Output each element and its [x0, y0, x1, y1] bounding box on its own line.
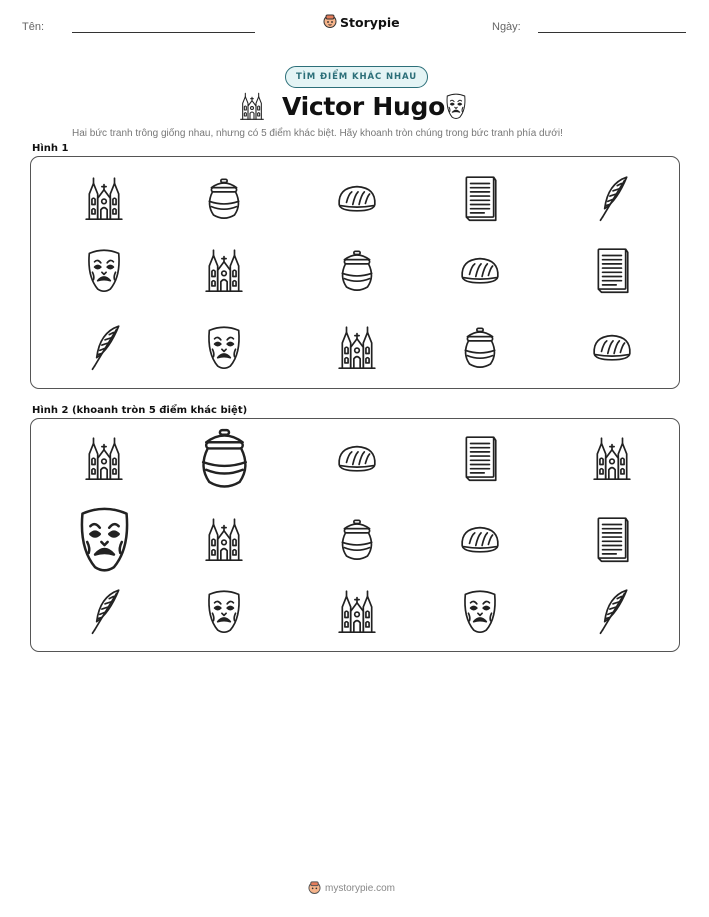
name-input-line[interactable] [72, 32, 255, 33]
quill-icon [83, 322, 125, 372]
mask-icon[interactable] [203, 586, 245, 636]
footer-url: mystorypie.com [325, 883, 396, 894]
activity-badge: TÌM ĐIỂM KHÁC NHAU [285, 66, 428, 88]
page-title: Victor Hugo [282, 92, 445, 121]
bread-icon[interactable] [459, 514, 501, 564]
book-icon[interactable] [591, 514, 633, 564]
footer [308, 880, 395, 897]
title-mask-icon [443, 91, 469, 121]
name-label: Tên: [22, 21, 45, 33]
quill-icon[interactable] [83, 586, 125, 636]
title-cathedral-icon [238, 90, 266, 122]
cathedral-icon [203, 245, 245, 295]
cathedral-icon [83, 173, 125, 223]
cathedral-icon [336, 322, 378, 372]
mask-icon [203, 322, 245, 372]
bread-icon [591, 322, 633, 372]
cathedral-icon[interactable] [203, 514, 245, 564]
bread-icon[interactable] [336, 433, 378, 483]
pot-icon[interactable] [194, 421, 255, 494]
date-label: Ngày: [492, 21, 521, 33]
brand-name: Storypie [340, 14, 400, 30]
quill-icon [591, 173, 633, 223]
storypie-mascot-icon [323, 13, 337, 31]
mask-icon [83, 245, 125, 295]
cathedral-icon[interactable] [83, 433, 125, 483]
pot-icon [459, 322, 501, 372]
section2-label: Hình 2 (khoanh tròn 5 điểm khác biệt) [32, 405, 248, 416]
book-icon [459, 173, 501, 223]
brand-logo [323, 13, 400, 31]
bread-icon [336, 173, 378, 223]
cathedral-icon[interactable] [591, 433, 633, 483]
mask-icon[interactable] [73, 501, 136, 577]
date-input-line[interactable] [538, 32, 686, 33]
pot-icon[interactable] [336, 514, 378, 564]
storypie-mascot-icon [308, 880, 321, 897]
book-icon [591, 245, 633, 295]
bread-icon [459, 245, 501, 295]
pot-icon [336, 245, 378, 295]
book-icon[interactable] [459, 433, 501, 483]
instructions: Hai bức tranh trông giống nhau, nhưng có 5 điểm khác biệt. Hãy khoanh tròn chúng trong bức tranh phía dưới! [72, 128, 563, 139]
cathedral-icon[interactable] [336, 586, 378, 636]
pot-icon [203, 173, 245, 223]
section1-label: Hình 1 [32, 143, 69, 154]
quill-icon[interactable] [591, 586, 633, 636]
mask-icon[interactable] [459, 586, 501, 636]
